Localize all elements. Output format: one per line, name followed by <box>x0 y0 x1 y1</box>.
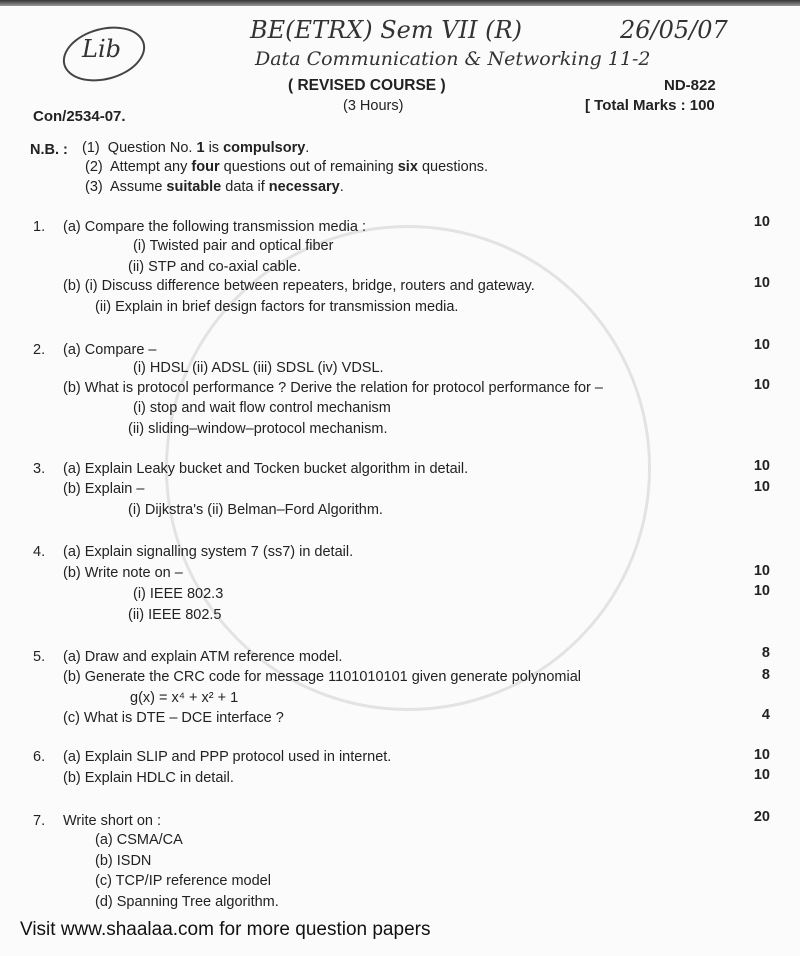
handwritten-date: 26/05/07 <box>620 16 728 44</box>
question-subpart: (i) IEEE 802.3 <box>133 586 224 602</box>
question-subpart: (i) HDSL (ii) ADSL (iii) SDSL (iv) VDSL. <box>133 360 384 376</box>
question-part: (a) Explain signalling system 7 (ss7) in detail. <box>63 544 354 560</box>
question-subpart: (ii) STP and co-axial cable. <box>128 259 302 275</box>
question-subpart: (d) Spanning Tree algorithm. <box>95 894 279 910</box>
marks: 10 <box>753 275 770 291</box>
total-marks: [ Total Marks : 100 <box>585 97 715 114</box>
exam-code: Con/2534-07. <box>33 108 126 125</box>
question-subpart: (ii) Explain in brief design factors for transmission media. <box>95 299 459 315</box>
question-part: (a) Draw and explain ATM reference model. <box>63 649 343 665</box>
question-part: (b) What is protocol performance ? Derive the relation for protocol performance for – <box>63 380 603 396</box>
nb-item: (2) Attempt any four questions out of remaining six questions. <box>85 159 489 175</box>
question-part: (b) Write note on – <box>63 565 183 581</box>
marks: 10 <box>753 214 770 230</box>
nb-item: (1) Question No. 1 is compulsory. <box>82 140 310 156</box>
marks: 10 <box>753 583 770 599</box>
footer-link-text[interactable]: Visit www.shaalaa.com for more question papers <box>20 919 431 940</box>
question-subpart: (i) stop and wait flow control mechanism <box>133 400 391 416</box>
paper-code: ND-822 <box>664 77 716 94</box>
question-part: (a) Explain Leaky bucket and Tocken bucket algorithm in detail. <box>63 461 469 477</box>
question-subpart: (ii) sliding–window–protocol mechanism. <box>128 421 388 437</box>
marks: 10 <box>753 747 770 763</box>
marks: 20 <box>753 809 770 825</box>
question-part: (a) Compare the following transmission media : <box>63 219 367 235</box>
question-subpart: (c) TCP/IP reference model <box>95 873 271 889</box>
marks: 10 <box>753 563 770 579</box>
marks: 10 <box>753 479 770 495</box>
marks: 4 <box>761 707 770 723</box>
question-part: Write short on : <box>63 813 162 829</box>
question-part: (b) Explain – <box>63 481 145 497</box>
question-subpart: (ii) IEEE 802.5 <box>128 607 222 623</box>
question-number: 4. <box>33 544 46 560</box>
marks: 10 <box>753 767 770 783</box>
marks: 8 <box>761 645 770 661</box>
question-part: (c) What is DTE – DCE interface ? <box>63 710 284 726</box>
scan-edge <box>0 0 800 6</box>
question-subpart: (i) Twisted pair and optical fiber <box>133 238 334 254</box>
stamp-text: Lib <box>82 35 121 63</box>
course-label: ( REVISED COURSE ) <box>288 77 446 94</box>
question-number: 6. <box>33 749 46 765</box>
question-subpart: (i) Dijkstra's (ii) Belman–Ford Algorithm. <box>128 502 383 518</box>
question-part: (b) Generate the CRC code for message 1101010101 given generate polynomial <box>63 669 582 685</box>
question-part: (b) Explain HDLC in detail. <box>63 770 234 786</box>
marks: 10 <box>753 458 770 474</box>
handwritten-subject: Data Communication & Networking 11-2 <box>255 48 651 70</box>
question-part: (a) Explain SLIP and PPP protocol used in internet. <box>63 749 392 765</box>
handwritten-course: BE(ETRX) Sem VII (R) <box>250 16 522 44</box>
polynomial: g(x) = x⁴ + x² + 1 <box>130 690 239 706</box>
question-number: 2. <box>33 342 46 358</box>
question-subpart: (a) CSMA/CA <box>95 832 183 848</box>
question-number: 1. <box>33 219 46 235</box>
marks: 10 <box>753 337 770 353</box>
question-number: 5. <box>33 649 46 665</box>
nb-label: N.B. : <box>30 142 68 158</box>
marks: 8 <box>761 667 770 683</box>
nb-item: (3) Assume suitable data if necessary. <box>85 179 344 195</box>
question-subpart: (b) ISDN <box>95 853 152 869</box>
marks: 10 <box>753 377 770 393</box>
question-part: (b) (i) Discuss difference between repeaters, bridge, routers and gateway. <box>63 278 535 294</box>
question-number: 3. <box>33 461 46 477</box>
question-number: 7. <box>33 813 46 829</box>
duration: (3 Hours) <box>343 98 404 114</box>
question-part: (a) Compare – <box>63 342 157 358</box>
